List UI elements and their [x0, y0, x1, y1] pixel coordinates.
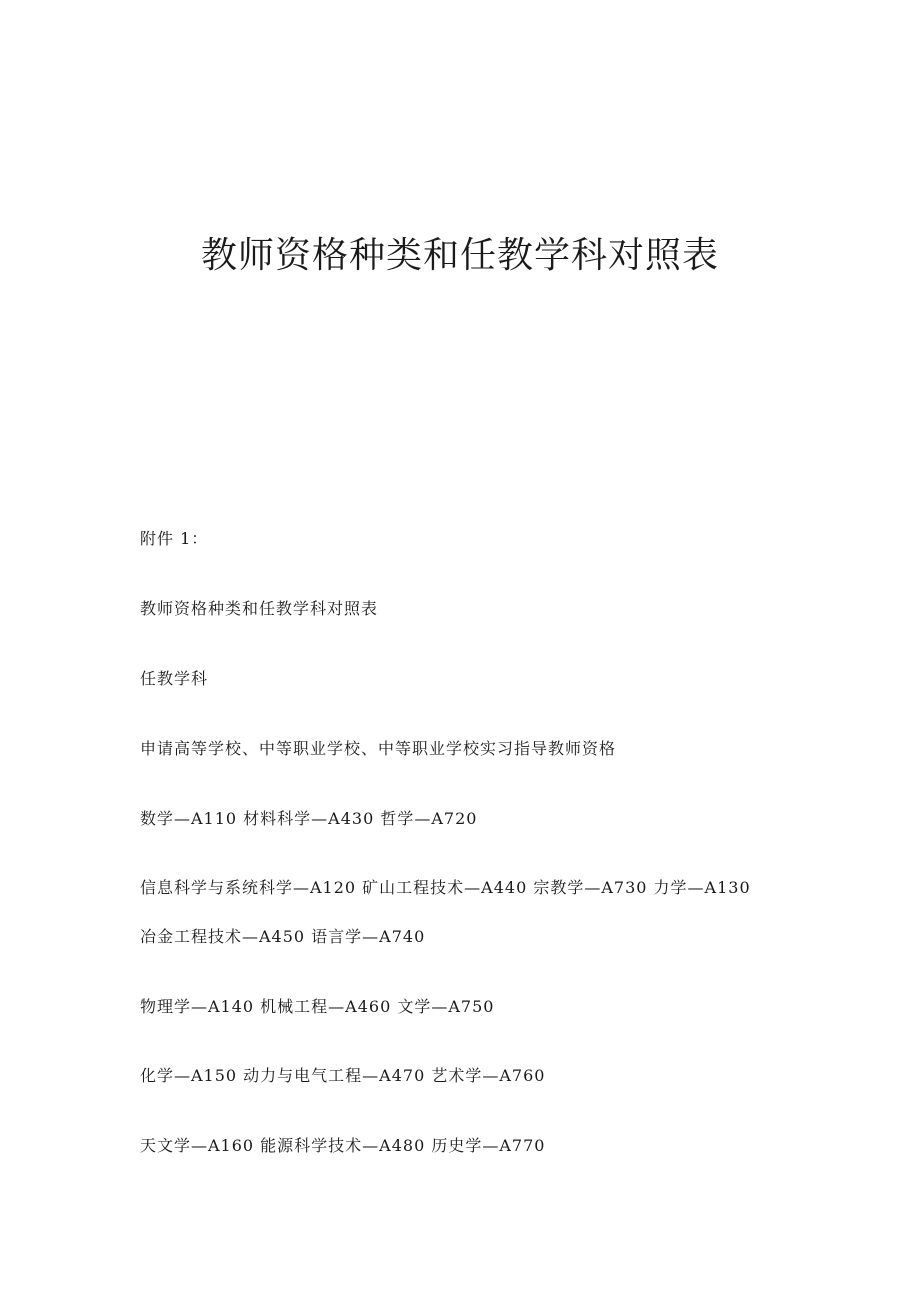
- qualification-category-line: 申请高等学校、中等职业学校、中等职业学校实习指导教师资格: [140, 739, 617, 758]
- table-title-line: 教师资格种类和任教学科对照表: [140, 599, 379, 618]
- document-title: 教师资格种类和任教学科对照表: [200, 235, 719, 276]
- subject-code-line: 数学—A110 材料科学—A430 哲学—A720: [140, 809, 478, 828]
- subject-code-line: 物理学—A140 机械工程—A460 文学—A750: [140, 997, 495, 1016]
- subject-code-line: 化学—A150 动力与电气工程—A470 艺术学—A760: [140, 1066, 546, 1085]
- subject-code-line: 天文学—A160 能源科学技术—A480 历史学—A770: [140, 1136, 546, 1155]
- attachment-label: 附件 1：: [140, 529, 209, 548]
- subject-code-line: 冶金工程技术—A450 语言学—A740: [140, 927, 426, 946]
- subject-code-line: 信息科学与系统科学—A120 矿山工程技术—A440 宗教学—A730 力学—A130: [140, 878, 751, 897]
- subject-heading: 任教学科: [140, 669, 209, 688]
